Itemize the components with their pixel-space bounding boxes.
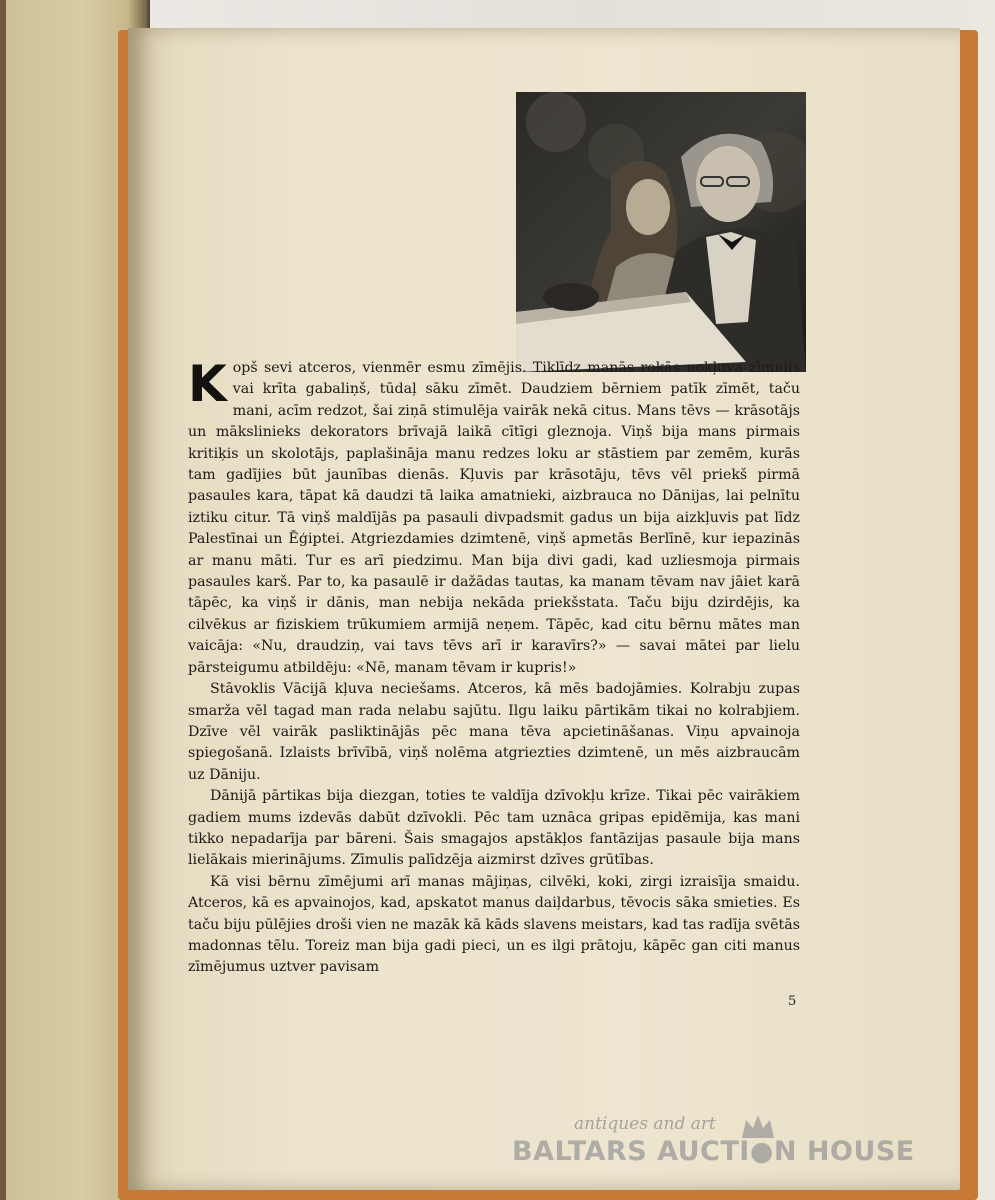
paragraph-4: Kā visi bērnu zīmējumi arī manas mājiņas, cilvēki, koki, zirgi izraisīja smaidu. Atceros, kā es apvainojos, kad, apskatot manus daiļdarbus, tēvocis sāka smieties. Es taču biju pūlējies droši vien ne mazāk kā kāds slavens meistars, kad tas radīja svētās madonnas tēlu. Toreiz man bija gadi pieci, un es ilgi prātoju, kāpēc gan citi manus zīmējumus uztver pavisam xyxy=(188,873,800,976)
portrait-photo-image xyxy=(516,92,806,372)
drop-cap: K xyxy=(188,355,227,413)
paragraph-1 xyxy=(188,355,800,679)
page-number: 5 xyxy=(788,994,797,1009)
left-cover-edge xyxy=(0,0,6,1200)
portrait-photo xyxy=(516,92,806,372)
article-text xyxy=(188,355,800,979)
paragraph-3: Dānijā pārtikas bija diezgan, toties te valdīja dzīvokļu krīze. Tikai pēc vairākiem gadiem mums izdevās dabūt dzīvokli. Pēc tam uznāca gripas epidēmija, kas mani tikko nepadarīja par bāreni. Šais smagajos apstākļos fantāzijas pasaule bija mans lielākais mierinājums. Zīmulis palīdzēja aizmirst dzīves grūtības. xyxy=(188,788,800,869)
watermark xyxy=(512,1112,932,1192)
paragraph-2: Stāvoklis Vācijā kļuva neciešams. Atceros, kā mēs badojāmies. Kolrabju zupas smarža vēl tagad man rada nelabu sajūtu. Ilgu laiku pārtikām tikai no kolrabjiem. Dzīve vēl vairāk pasliktinājās pēc mana tēva apcietināšanas. Viņu apvainoja spiegošanā. Izlaists brīvībā, viņš nolēma atgriezties dzimtenē, un mēs aizbraucām uz Dāniju. xyxy=(188,681,800,783)
watermark-name: BALTARS AUCTI●N HOUSE xyxy=(512,1136,915,1167)
watermark-tagline: antiques and art xyxy=(574,1114,716,1134)
paragraph-1-text: opš sevi atceros, vienmēr esmu zīmējis. Tiklīdz manās rokās nokļuva zīmulis vai krīta gabaliņš, tūdaļ sāku zīmēt. Daudziem bērniem patīk zīmēt, taču mani, acīm redzot, šai ziņā stimulēja vairāk nekā citus. Mans tēvs — krāsotājs un mākslinieks dekorators brīvajā laikā cītīgi gleznoja. Viņš bija mans pirmais kritiķis un skolotājs, paplašināja manu redzes loku ar stāstiem par zemēm, kurās tam gadījies būt jaunības dienās. Kļuvis par krāsotāju, tēvs vēl priekš pirmā pasaules kara, tāpat kā daudzi tā laika amatnieki, aizbrauca no Dānijas, lai pelnītu iztiku citur. Tā viņš maldījās pa pasauli divpadsmit gadus un bija aizkļuvis pat līdz Palestīnai un Ēģiptei. Atgriezdamies dzimtenē, viņš apmetās Berlīnē, kur iepazinās ar manu māti. Tur es arī piedzimu. Man bija divi gadi, kad uzliesmoja pirmais pasaules karš. Par to, ka pasaulē ir dažādas tautas, ka manam tēvam nav jāiet karā tāpēc, ka viņš ir dānis, man nebija nekāda priekšstata. Taču biju dzirdējis, ka cilvēkus ar fiziskiem trūkumiem armijā neņem. Tāpēc, kad citu bērnu mātes man vaicāja: «Nu, draudziņ, vai tavs tēvs arī ir karavīrs?» — savai mātei par lielu pārsteigumu atbildēju: «Nē, manam tēvam ir kupris!» xyxy=(188,360,800,676)
